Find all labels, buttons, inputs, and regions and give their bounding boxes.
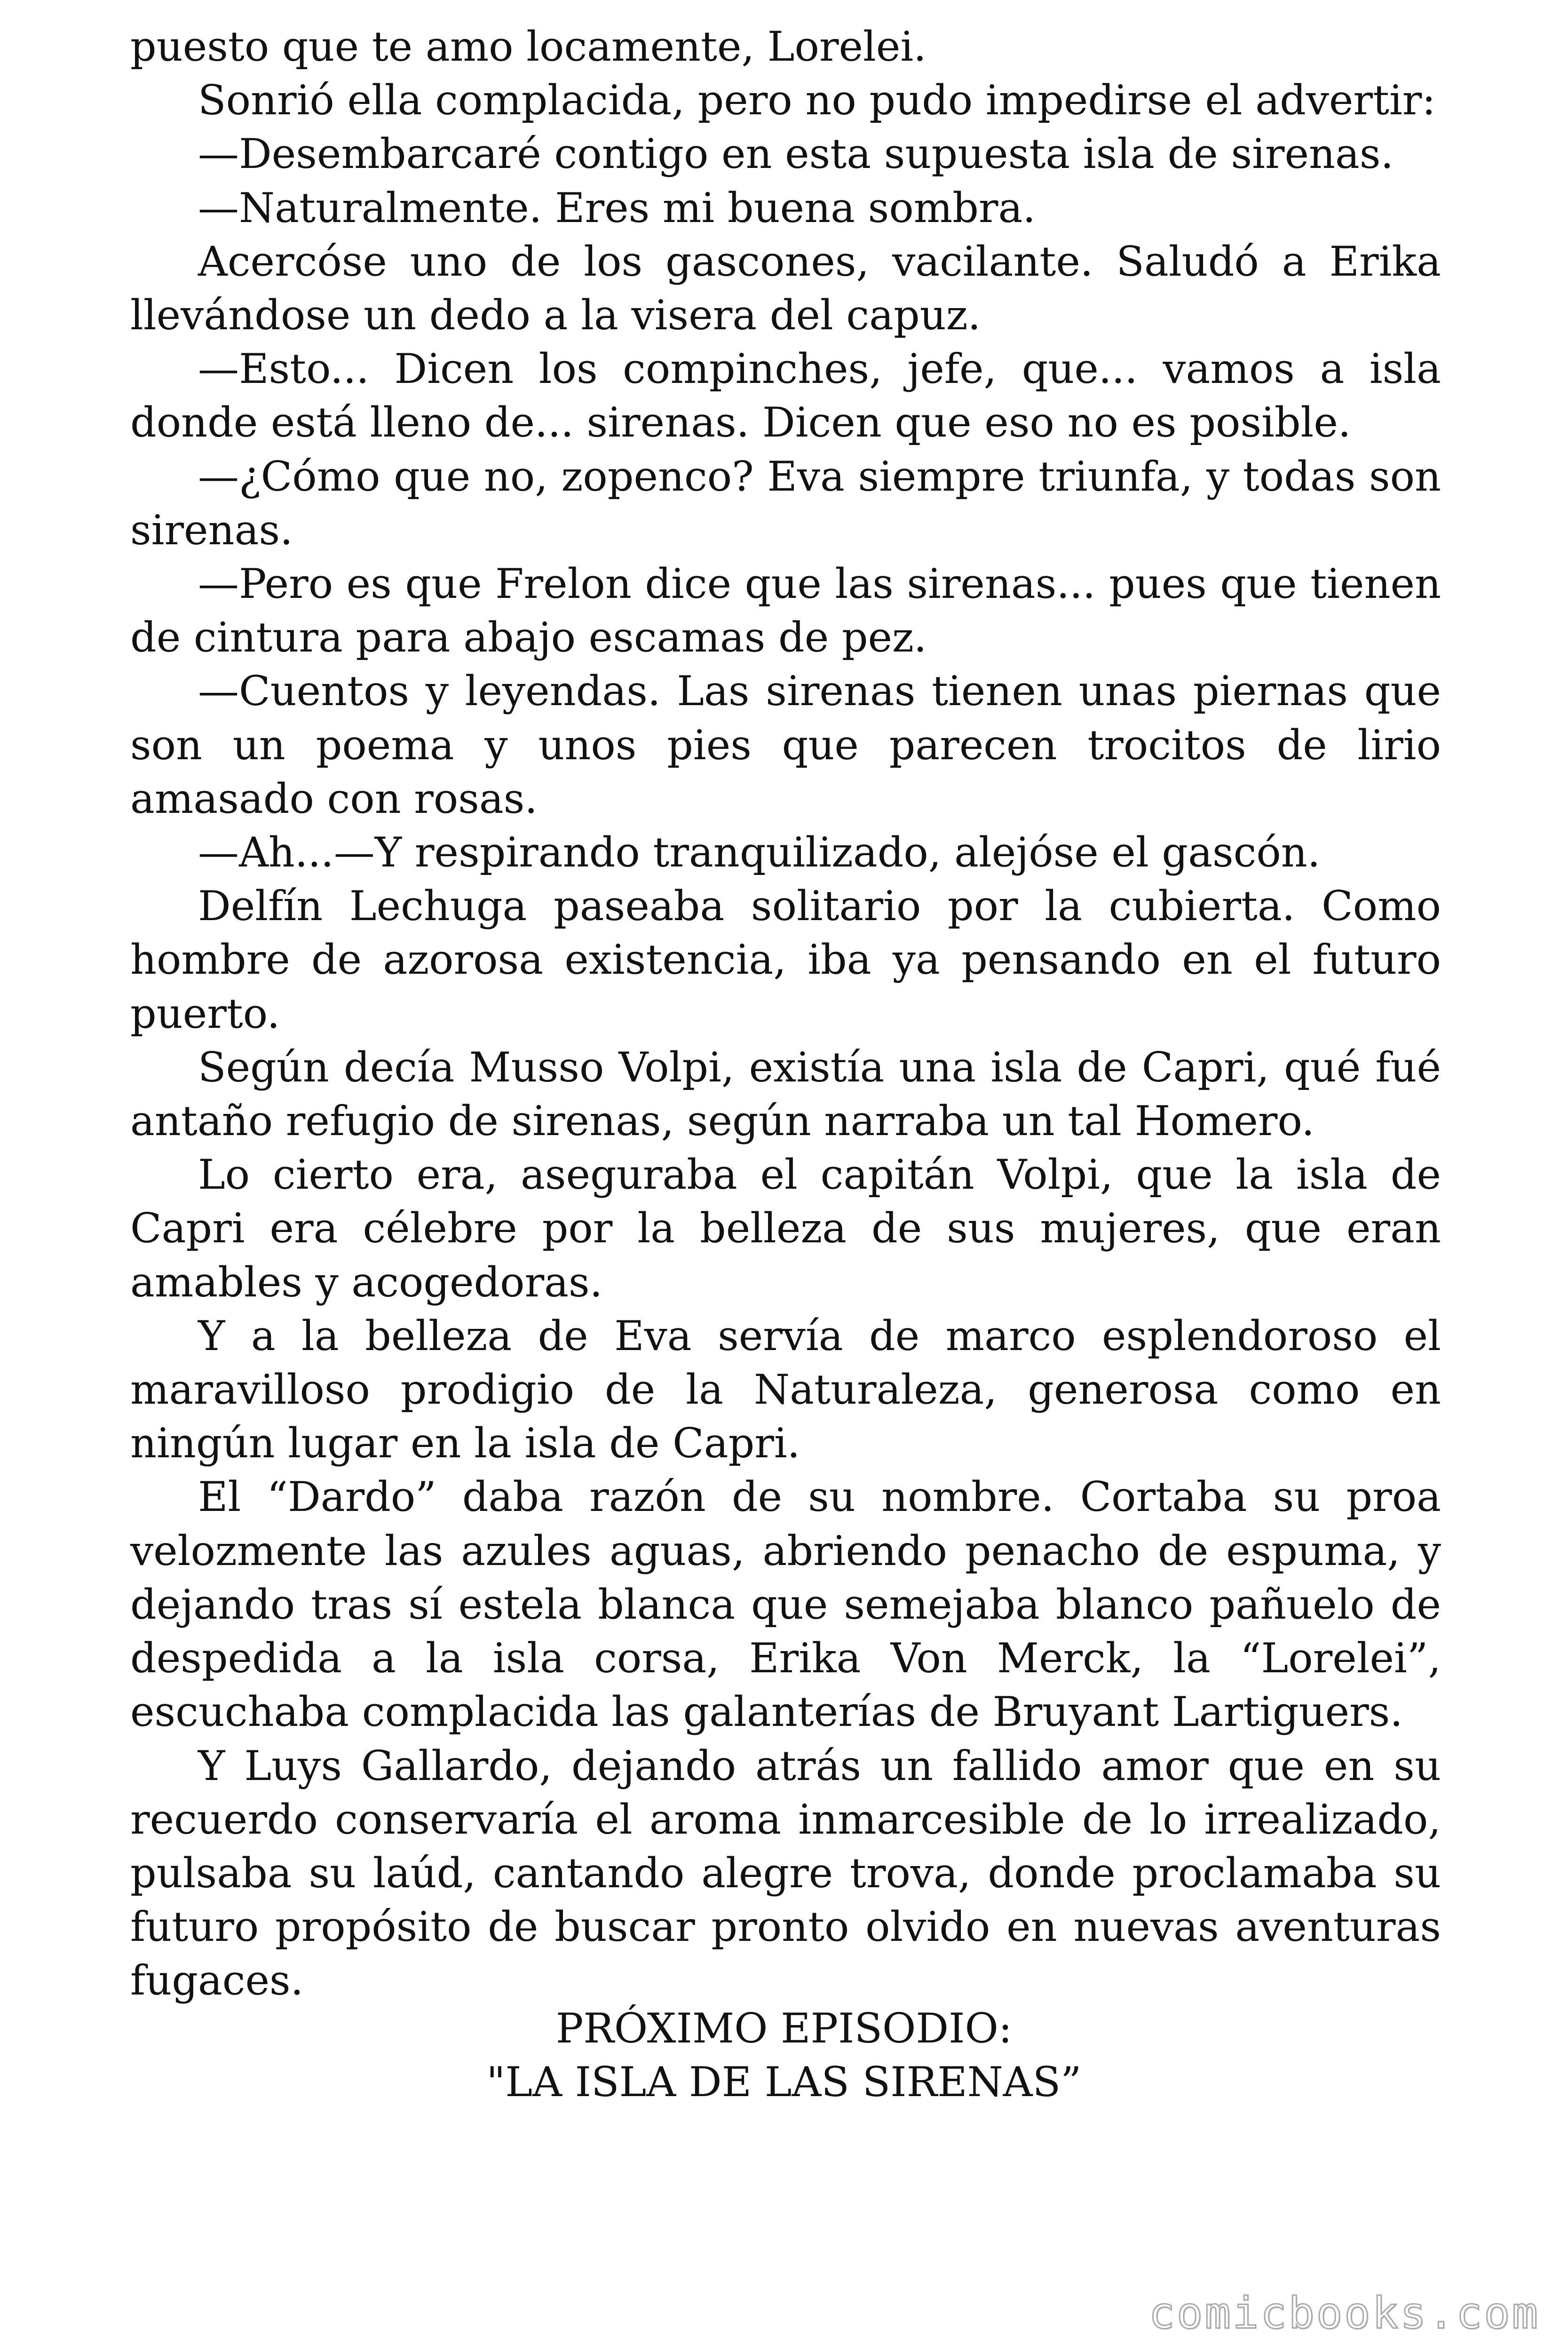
- paragraph-14: Y a la belleza de Eva servía de marco esplendoroso el maravilloso prodigio de la Naturaleza, generosa como en ningún lugar en la isla de Capri.: [130, 1311, 1441, 1468]
- paragraph-7: —¿Cómo que no, zopenco? Eva siempre triunfa, y todas son sirenas.: [130, 452, 1441, 554]
- paragraph-16: Y Luys Gallardo, dejando atrás un fallido amor que en su recuerdo conservaría el aroma inmarcesible de lo irrealizado, pulsaba su laúd, cantando alegre trova, donde proclamaba su futuro propósito de buscar pronto olvido en nuevas aventuras fugaces.: [130, 1741, 1441, 2005]
- paragraph-1: puesto que te amo locamente, Lorelei.: [130, 23, 927, 71]
- paragraph-5: Acercóse uno de los gascones, vacilante. Saludó a Erika llevándose un dedo a la visera del capuz.: [130, 237, 1441, 340]
- paragraph-6: —Esto... Dicen los compinches, jefe, que... vamos a isla donde está lleno de... sirenas. Dicen que eso no es posible.: [130, 345, 1441, 447]
- paragraph-15: El “Dardo” daba razón de su nombre. Cortaba su proa velozmente las azules aguas, abriendo penacho de espuma, y dejando tras sí estela blanca que semejaba blanco pañuelo de despedida a la isla corsa, Erika Von Merck, la “Lorelei”, escuchaba complacida las galanterías de Bruyant Lartiguers.: [130, 1473, 1441, 1736]
- paragraph-9: —Cuentos y leyendas. Las sirenas tienen unas piernas que son un poema y unos pies que parecen trocitos de lirio amasado con rosas.: [130, 667, 1441, 823]
- body-text: [130, 20, 1441, 2008]
- next-episode-heading: PRÓXIMO EPISODIO:: [555, 2004, 1013, 2052]
- paragraph-13: Lo cierto era, aseguraba el capitán Volpi, que la isla de Capri era célebre por la belleza de sus mujeres, que eran amables y acogedoras.: [130, 1151, 1441, 1306]
- site-watermark: comicbooks.com: [1148, 2288, 1540, 2338]
- paragraph-12: Según decía Musso Volpi, existía una isla de Capri, qué fué antaño refugio de sirenas, según narraba un tal Homero.: [130, 1043, 1441, 1145]
- paragraph-10: —Ah...—Y respirando tranquilizado, alejóse el gascón.: [198, 828, 1321, 877]
- paragraph-4: —Naturalmente. Eres mi buena sombra.: [198, 183, 1036, 232]
- paragraph-2: Sonrió ella complacida, pero no pudo impedirse el advertir:: [198, 76, 1436, 125]
- paragraph-11: Delfín Lechuga paseaba solitario por la cubierta. Como hombre de azorosa existencia, iba ya pensando en el futuro puerto.: [130, 882, 1441, 1038]
- next-episode-title: "LA ISLA DE LAS SIRENAS”: [486, 2058, 1082, 2106]
- next-episode-block: [0, 2002, 1568, 2109]
- paragraph-8: —Pero es que Frelon dice que las sirenas... pues que tienen de cintura para abajo escamas de pez.: [130, 560, 1441, 662]
- paragraph-3: —Desembarcaré contigo en esta supuesta isla de sirenas.: [198, 130, 1394, 178]
